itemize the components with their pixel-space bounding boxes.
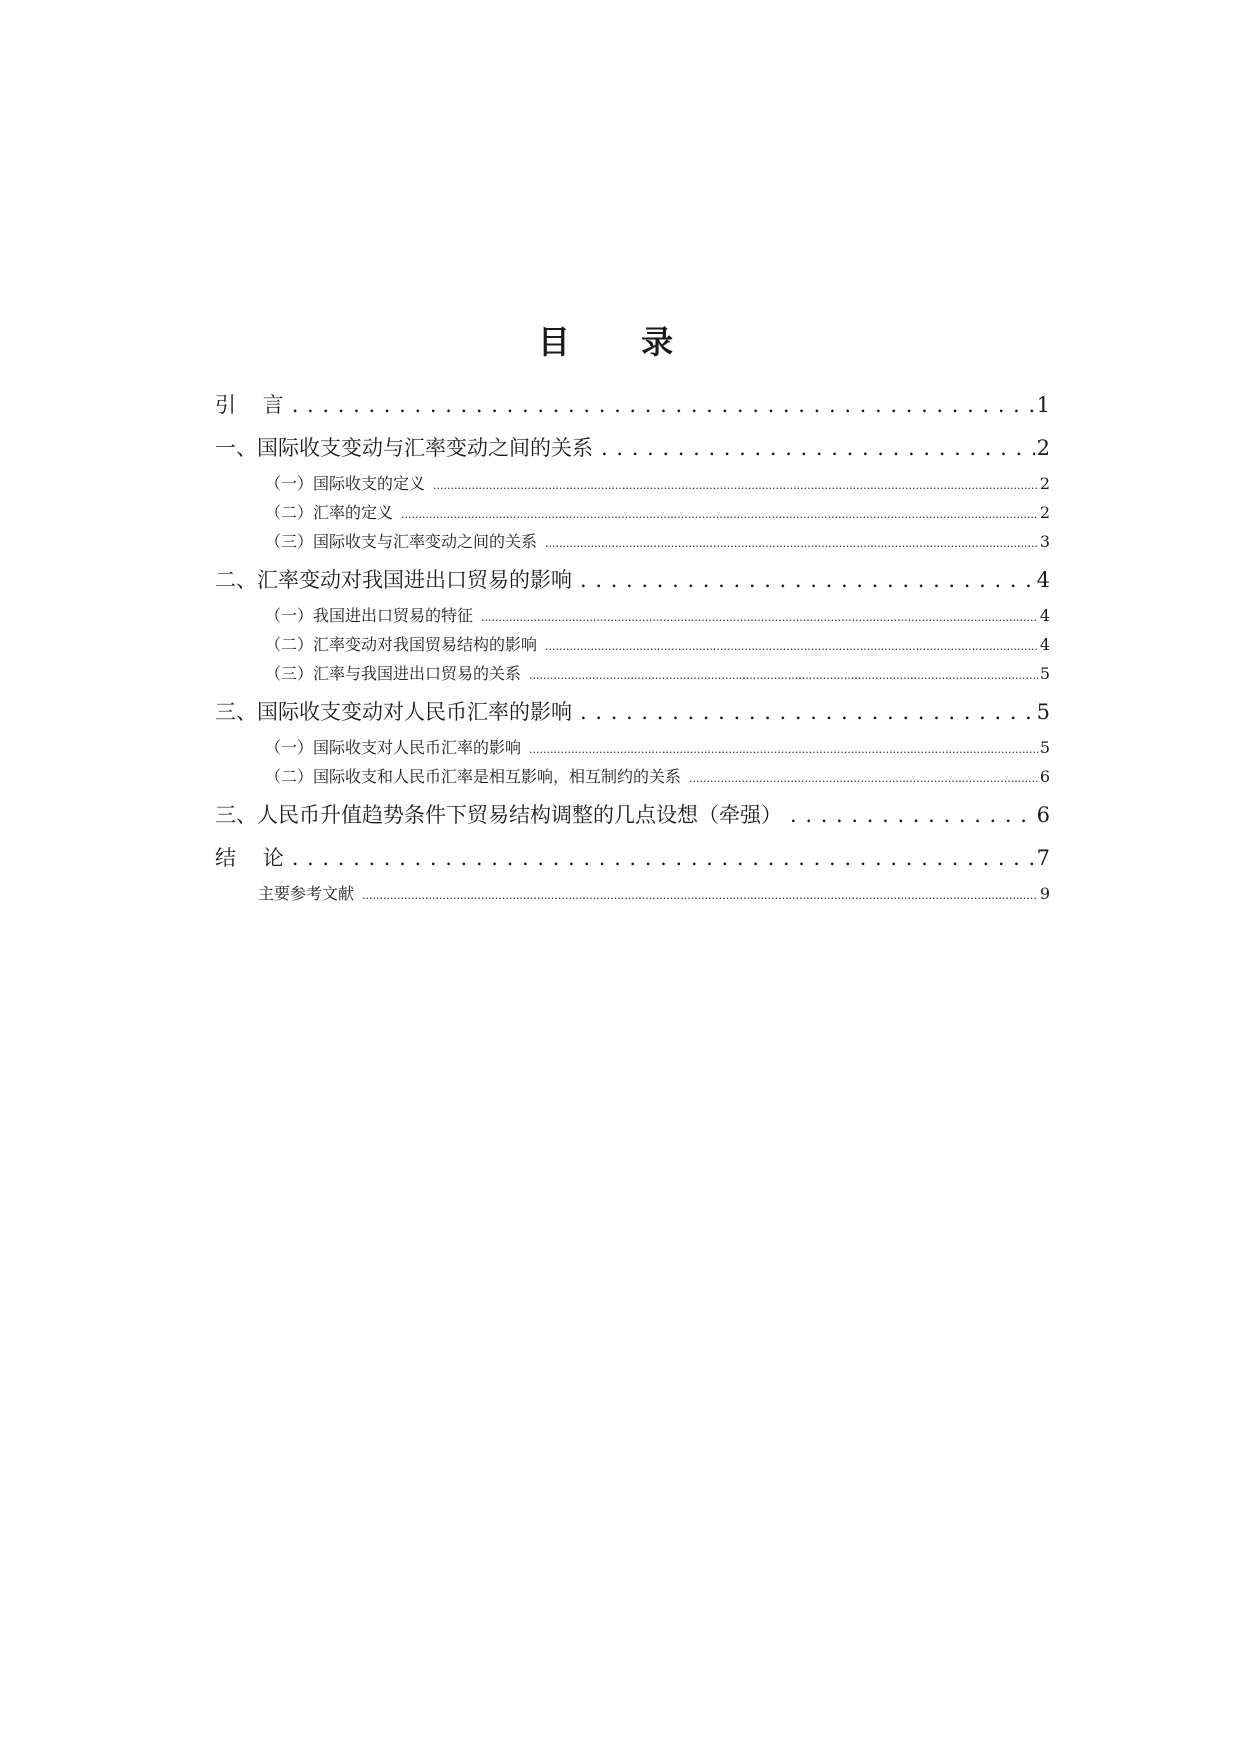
toc-page-number: 4 (1036, 568, 1050, 592)
toc-leader (481, 606, 1038, 630)
toc-page-number: 9 (1039, 884, 1050, 903)
toc-entry-label: （一）我国进出口贸易的特征 (265, 606, 474, 625)
toc-entry-label: 引 言 (215, 393, 284, 417)
toc-entry-section-1-2[interactable] (265, 501, 1050, 527)
toc-leader (580, 697, 1035, 727)
toc-page-number: 5 (1036, 700, 1050, 724)
toc-entry-label: （三）汇率与我国进出口贸易的关系 (265, 664, 522, 683)
toc-entry-label: （一）国际收支对人民币汇率的影响 (265, 738, 522, 757)
toc-entry-label: 三、人民币升值趋势条件下贸易结构调整的几点设想（牵强） (215, 803, 782, 827)
toc-entry-section-4[interactable] (215, 800, 1050, 830)
toc-leader (529, 738, 1038, 762)
toc-leader (601, 433, 1035, 463)
toc-entry-conclusion[interactable] (215, 843, 1050, 873)
toc-leader (529, 664, 1038, 688)
toc-page-number: 2 (1039, 474, 1050, 493)
toc-entry-label: 结 论 (215, 846, 284, 870)
toc-entry-section-3[interactable] (215, 697, 1050, 727)
toc-entry-label: 一、国际收支变动与汇率变动之间的关系 (215, 436, 593, 460)
toc-page-number: 6 (1036, 803, 1050, 827)
toc-leader (689, 767, 1038, 791)
toc-leader (433, 474, 1038, 498)
toc-leader (292, 843, 1035, 873)
toc-leader (362, 884, 1038, 908)
toc-page-number: 3 (1039, 532, 1050, 551)
toc-leader (545, 635, 1038, 659)
toc-entry-label: 二、汇率变动对我国进出口贸易的影响 (215, 568, 572, 592)
toc-leader (401, 503, 1038, 527)
toc-entry-label: （三）国际收支与汇率变动之间的关系 (265, 532, 538, 551)
toc-entry-section-1-3[interactable] (265, 530, 1050, 556)
toc-entry-label: （二）汇率的定义 (265, 503, 394, 522)
toc-entry-section-2-3[interactable] (265, 662, 1050, 688)
toc-page-number: 5 (1039, 664, 1050, 683)
toc-entry-label: （一）国际收支的定义 (265, 474, 426, 493)
toc-leader (580, 565, 1035, 595)
toc-page-number: 2 (1039, 503, 1050, 522)
toc-leader (790, 800, 1035, 830)
toc-page-number: 4 (1039, 606, 1050, 625)
toc-entry-label: （二）汇率变动对我国贸易结构的影响 (265, 635, 538, 654)
toc-page-number: 6 (1039, 767, 1050, 786)
toc-entry-section-2-2[interactable] (265, 633, 1050, 659)
toc-entry-section-1[interactable] (215, 433, 1050, 463)
toc-entry-label: （二）国际收支和人民币汇率是相互影响，相互制约的关系 (265, 767, 682, 786)
toc-entry-section-1-1[interactable] (265, 472, 1050, 498)
toc-entry-section-2-1[interactable] (265, 604, 1050, 630)
toc-entry-references[interactable] (258, 882, 1050, 908)
toc-page-number: 4 (1039, 635, 1050, 654)
toc-entry-section-3-2[interactable] (265, 765, 1050, 791)
toc-entry-section-2[interactable] (215, 565, 1050, 595)
toc-page-number: 1 (1036, 393, 1050, 417)
toc-entry-label: 三、国际收支变动对人民币汇率的影响 (215, 700, 572, 724)
toc-entry-label: 主要参考文献 (258, 884, 355, 903)
toc-title: 目 录 (537, 323, 704, 361)
toc-page-number: 5 (1039, 738, 1050, 757)
toc-leader (292, 390, 1035, 420)
toc-leader (545, 532, 1038, 556)
toc-entry-introduction[interactable] (215, 390, 1050, 420)
toc-page-number: 2 (1036, 436, 1050, 460)
toc-page-number: 7 (1036, 846, 1050, 870)
toc-entry-section-3-1[interactable] (265, 736, 1050, 762)
